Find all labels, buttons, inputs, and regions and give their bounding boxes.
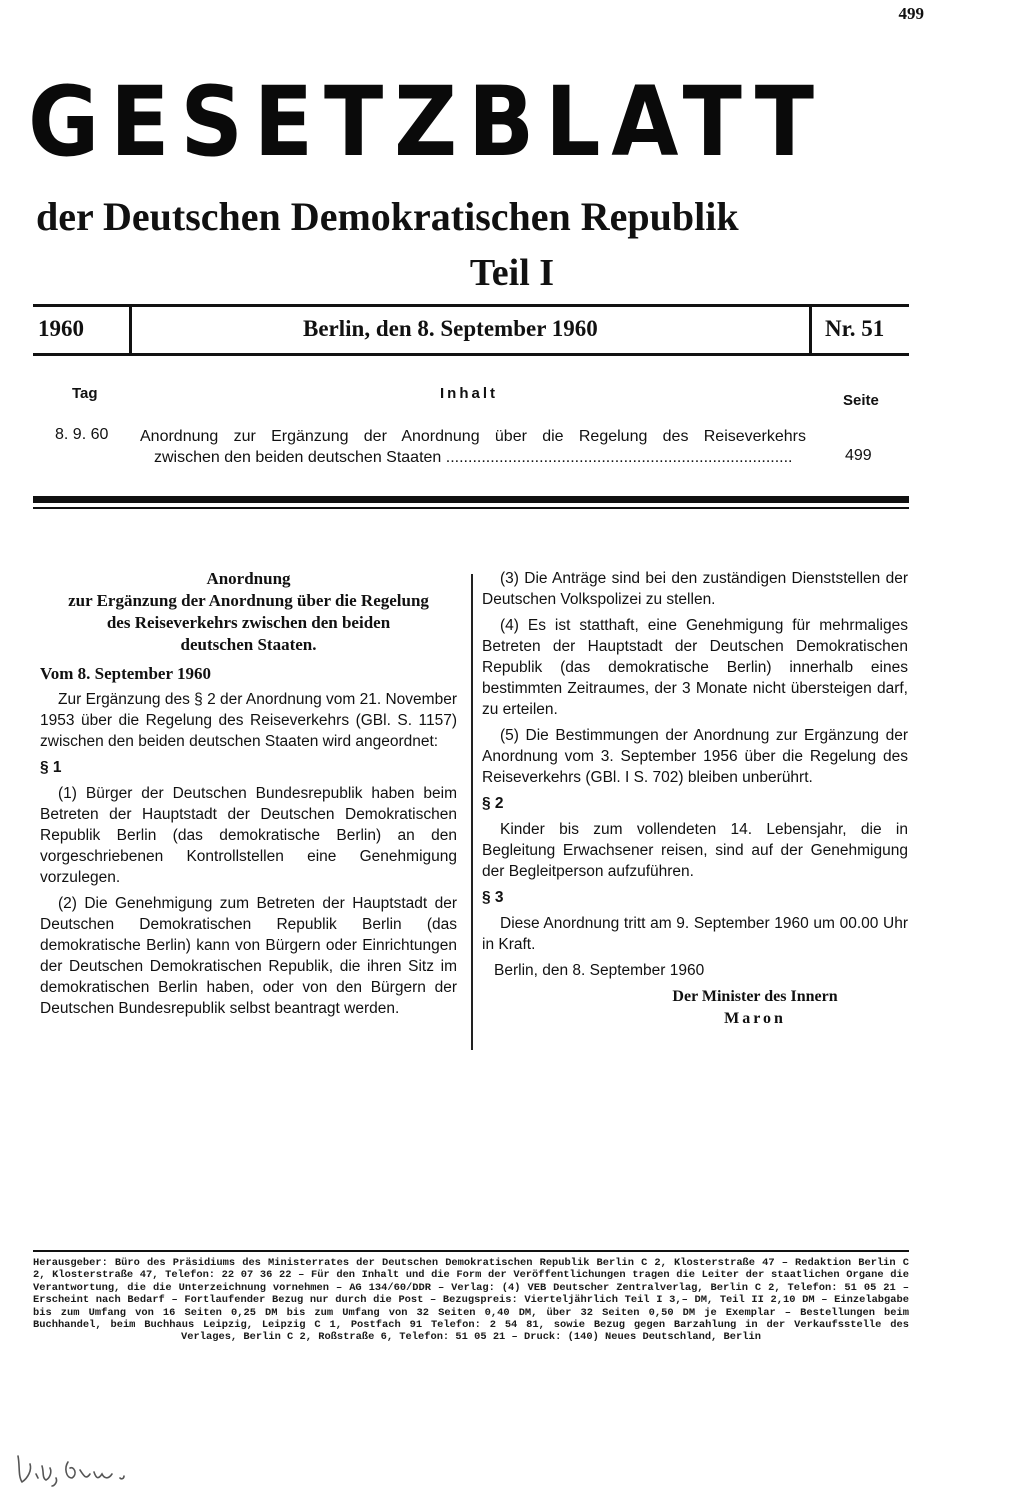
article-column-left [40, 568, 457, 1024]
masthead-subtitle: der Deutschen Demokratischen Republik [36, 194, 739, 239]
section-heading: § 2 [482, 795, 504, 812]
article-title-line: des Reiseverkehrs zwischen den beiden [106, 613, 391, 632]
toc-header-inhalt: Inhalt [440, 385, 498, 402]
issue-divider [809, 307, 812, 353]
signatory-title: Der Minister des Innern [672, 988, 838, 1005]
section-heading: § 3 [482, 889, 504, 906]
article-dateline: Vom 8. September 1960 [40, 664, 211, 683]
section-paragraph: Diese Anordnung tritt am 9. September 1960 um 00.00 Uhr in Kraft. [482, 915, 908, 953]
section-paragraph: (5) Die Bestimmungen der Anordnung zur Ergänzung der Anordnung vom 3. September 1956 über die Regelung des Reiseverkehrs (GBl. I S. 702) bleiben unberührt. [482, 727, 908, 786]
toc-header-seite: Seite [843, 392, 879, 409]
toc-entry[interactable] [140, 426, 806, 468]
section-paragraph: (1) Bürger der Deutschen Bundesrepublik haben beim Betreten der Hauptstadt der Deutschen Demokratischen Republik Berlin (das demokratische Berlin) an den vorgeschriebenen Kontrollstellen eine Genehmigung vorzulegen. [40, 785, 457, 886]
issue-year: 1960 [38, 316, 84, 341]
article-title-line: Anordnung [206, 569, 291, 588]
article-title-line: deutschen Staaten. [180, 635, 317, 654]
issue-number: Nr. 51 [825, 316, 885, 341]
masthead-part: Teil I [469, 252, 555, 294]
closing-place-date: Berlin, den 8. September 1960 [494, 962, 705, 979]
masthead-title: GESETZBLATT [28, 66, 825, 178]
article-title-line: zur Ergänzung der Anordnung über die Regelung [68, 591, 429, 610]
handwritten-annotation [12, 1448, 172, 1488]
issue-divider [129, 307, 132, 353]
separator-rule [33, 496, 909, 503]
toc-header-tag: Tag [72, 385, 98, 402]
section-heading: § 1 [40, 759, 62, 776]
article-preamble: Zur Ergänzung des § 2 der Anordnung vom 21. November 1953 über die Regelung des Reiseverkehrs (GBl. S. 1157) zwischen den beiden deutschen Staaten wird angeordnet: [40, 691, 457, 750]
toc-entry-title-cont: zwischen den beiden deutschen Staaten .............................................................................. [154, 449, 793, 466]
issue-bar [33, 304, 909, 356]
column-divider [471, 574, 473, 1050]
separator-rule [33, 507, 909, 509]
toc-entry-page: 499 [845, 447, 872, 464]
article-column-right [482, 568, 908, 1030]
section-paragraph: (3) Die Anträge sind bei den zuständigen Dienststellen der Deutschen Volkspolizei zu stellen. [482, 570, 908, 608]
toc-entry-title: Anordnung zur Ergänzung der Anordnung über die Regelung des Reiseverkehrs [140, 428, 806, 445]
publisher-imprint: Herausgeber: Büro des Präsidiums des Ministerrates der Deutschen Demokratischen Republik Berlin C 2, Klosterstraße 47 – Redaktion Berlin C 2, Klosterstraße 47, Telefon: 22 07 36 22 – Für den Inhalt und die Form der Veröffentlichungen tragen die Leiter der staatlichen Organe die Verantwortung, die die Unterzeichnung vornehmen – AG 134/60/DDR – Verlag: (4) VEB Deutscher Zentralverlag, Berlin C 2, Telefon: 51 05 21 – Erscheint nach Bedarf – Fortlaufender Bezug nur durch die Post – Bezugspreis: Vierteljährlich Teil I 3,– DM, Teil II 2,10 DM – Einzelabgabe bis zum Umfang von 16 Seiten 0,25 DM bis zum Umfang von 32 Seiten 0,40 DM, über 32 Seiten 0,50 DM je Exemplar – Bestellungen beim Buchhandel, beim Buchhaus Leipzig, Leipzig C 1, Postfach 91 Telefon: 2 54 81, sowie Bezug gegen Barzahlung in der Verkaufsstelle des Verlages, Berlin C 2, Roßstraße 6, Telefon: 51 05 21 – Druck: (140) Neues Deutschland, Berlin [33, 1250, 909, 1344]
section-paragraph: Kinder bis zum vollendeten 14. Lebensjahr, die in Begleitung Erwachsener reisen, sind auf der Genehmigung der Begleitperson aufzuführen. [482, 821, 908, 880]
issue-place-date: Berlin, den 8. September 1960 [303, 316, 598, 341]
section-paragraph: (4) Es ist statthaft, eine Genehmigung für mehrmaliges Betreten der Hauptstadt der Deutschen Demokratischen Republik (das demokratische Berlin) innerhalb eines bestimmten Zeitraumes, der 3 Monate nicht übersteigen darf, zu erteilen. [482, 617, 908, 718]
article-title [40, 568, 457, 656]
toc-entry-date: 8. 9. 60 [55, 426, 109, 443]
signatory-name: Maron [724, 1010, 786, 1027]
section-paragraph: (2) Die Genehmigung zum Betreten der Hauptstadt der Deutschen Demokratischen Republik Berlin (das demokratische Berlin) kann von Bürgern oder Einrichtungen der Deutschen Demokratischen Republik, die ihren Sitz im demokratischen Berlin haben, oder von den Bürgern der Deutschen Bundesrepublik selbst beantragt werden. [40, 895, 457, 1017]
page-number: 499 [898, 4, 924, 23]
signature-block [602, 986, 908, 1030]
